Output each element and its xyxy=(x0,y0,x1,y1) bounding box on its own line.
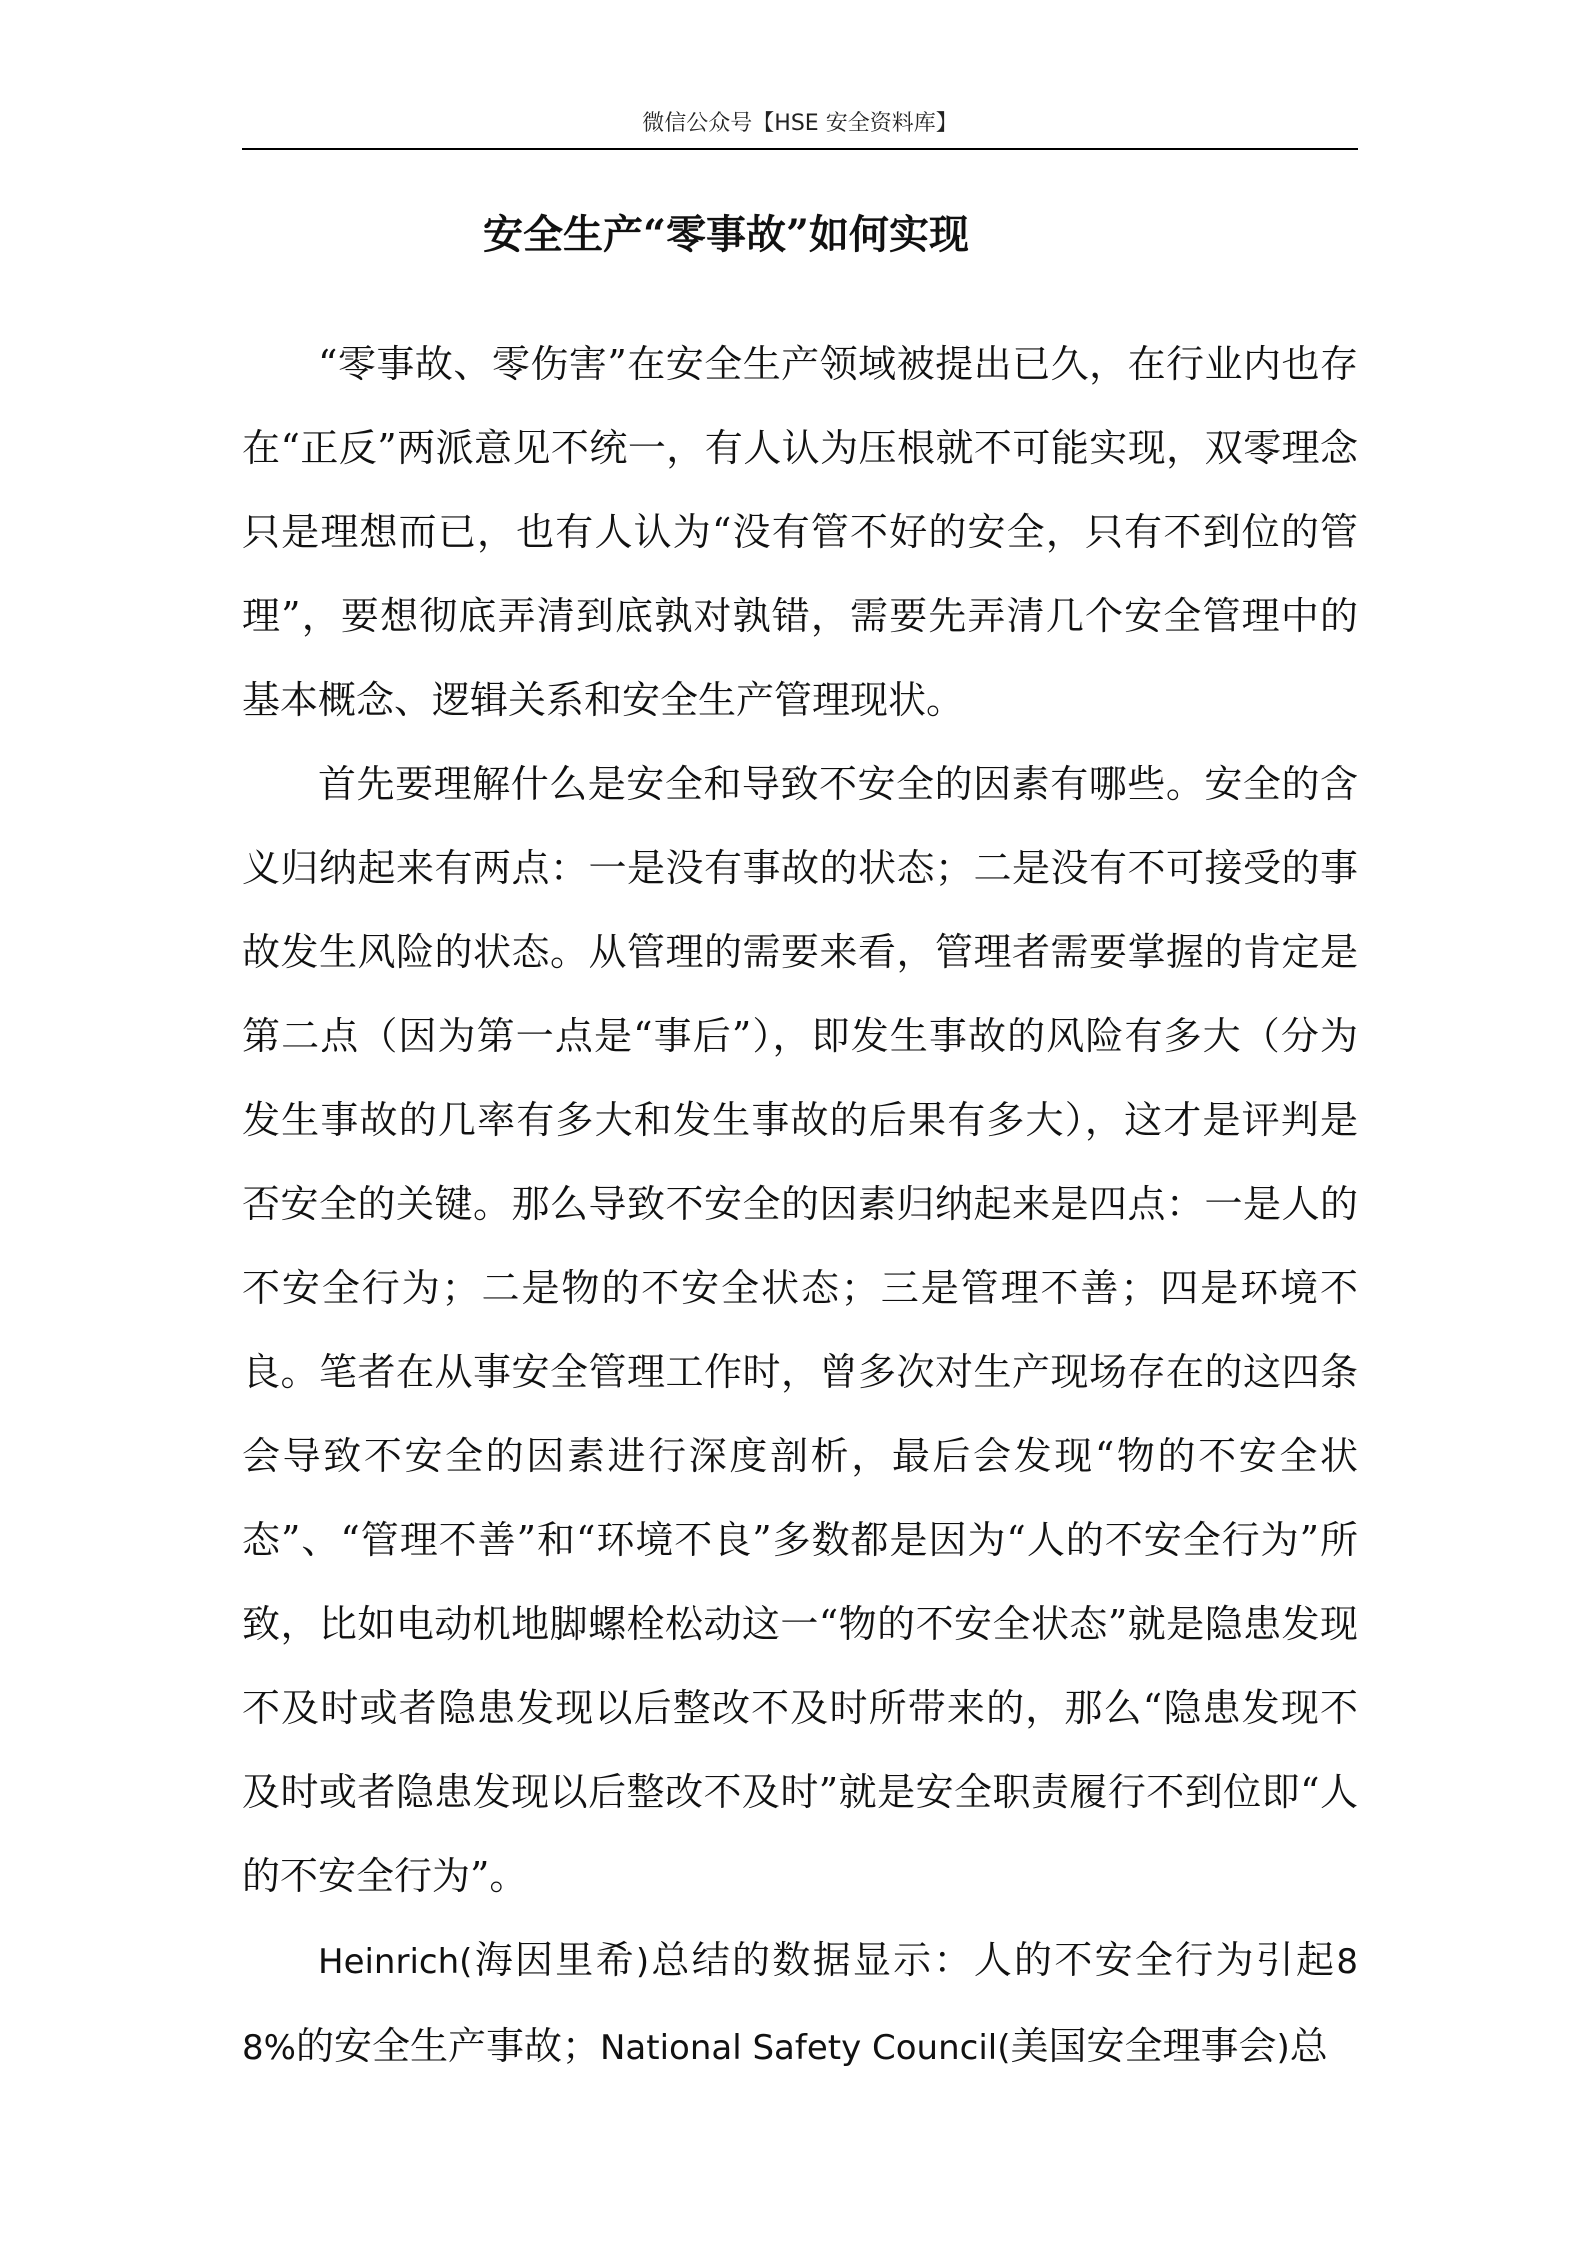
text-segment: 总 xyxy=(1289,2024,1328,2068)
paragraph-intro: “零事故、零伤害”在安全生产领域被提出已久，在行业内也存在“正反”两派意见不统一，有人认为压根就不可能实现，双零理念只是理想而已，也有人认为“没有管不好的安全，只有不到位的管理”，要想彻底弄清到底孰对孰错，需要先弄清几个安全管理中的基本概念、逻辑关系和安全生产管理现状。 xyxy=(242,342,1358,722)
text-segment: ) xyxy=(635,1942,650,1982)
page-header: 微信公众号【HSE 安全资料库】 xyxy=(642,111,958,136)
text-segment: 的安全生产事故； xyxy=(295,2024,600,2068)
document-body xyxy=(242,322,1358,2090)
header-divider xyxy=(242,148,1358,150)
document-title: 安全生产“零事故”如何实现 xyxy=(482,211,969,258)
text-segment: 海因里希 xyxy=(472,1938,636,1982)
text-segment: ) xyxy=(1276,2028,1290,2068)
paragraph-safety-definition: 首先要理解什么是安全和导致不安全的因素有哪些。安全的含义归纳起来有两点：一是没有事故的状态；二是没有不可接受的事故发生风险的状态。从管理的需要来看，管理者需要掌握的肯定是第二点（因为第一点是“事后”），即发生事故的风险有多大（分为发生事故的几率有多大和发生事故的后果有多大），这才是评判是否安全的关键。那么导致不安全的因素归纳起来是四点：一是人的不安全行为；二是物的不安全状态；三是管理不善；四是环境不良。笔者在从事安全管理工作时，曾多次对生产现场存在的这四条会导致不安全的因素进行深度剖析，最后会发现“物的不安全状态”、“管理不善”和“环境不良”多数都是因为“人的不安全行为”所致，比如电动机地脚螺栓松动这一“物的不安全状态”就是隐患发现不及时或者隐患发现以后整改不及时所带来的，那么“隐患发现不及时或者隐患发现以后整改不及时”就是安全职责履行不到位即“人的不安全行为”。 xyxy=(242,762,1358,1898)
text-segment: 美国安全理事会 xyxy=(1010,2024,1277,2068)
text-segment: Heinrich( xyxy=(318,1942,473,1982)
text-segment: National Safety Council( xyxy=(599,2028,1011,2068)
text-segment: 总结的数据显示：人的不安全行为引起 xyxy=(649,1938,1337,1982)
paragraph-heinrich xyxy=(242,1918,1358,2090)
text-segment: 88% xyxy=(242,1942,1358,2068)
